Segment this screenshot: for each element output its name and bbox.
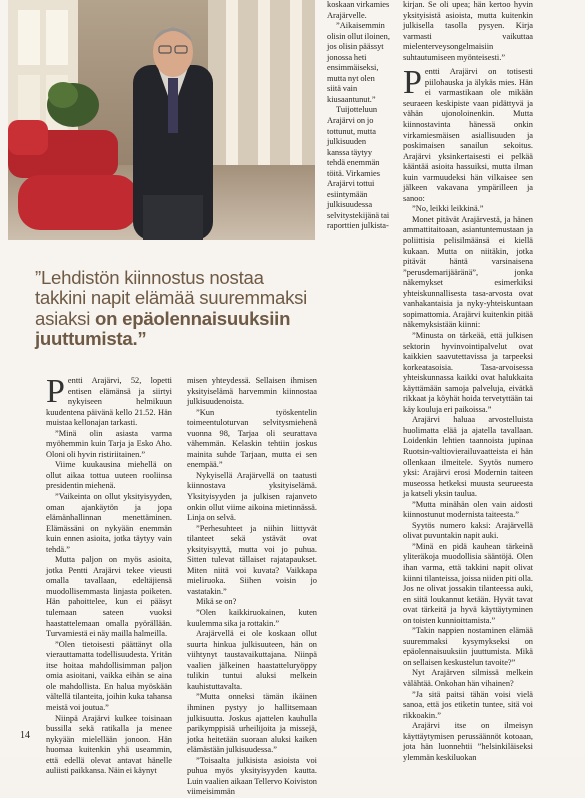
paragraph: Mikä se on? [196, 597, 237, 607]
paragraph: Arajärvi haluaa arvostelluista huolimatta elää ja ajatella tavallaan. Loidenkin lehtien taannoista jupinaa Ruotsin-valtiovierailuvaatteista ei hän ollenkaan ilmeitele. Syytös numero yksi: Arajärvi erosi Modernin taiteen museossa hetkeksi muusta seurueesta ja katseli yksin taulua. [403, 415, 533, 499]
paragraph: Monet pitävät Arajärvestä, ja hänen ammattitaitoaan, asiantuntemustaan ja poliittisia pelisilmäänsä ei kiellä kukaan. Mutta on niitäkin, jotka pitävät häntä varsinaisena ”perusdemarijääränä”, jonka näkemykset esimerkiksi yhteiskunnallisesta tasa-arvosta ovat vanhakantaisia ja nyky-yhteiskuntaan sopimattomia. Arajärvi kuitenkin pitää näkemyksistään kiinni: [403, 214, 533, 330]
page-number: 14 [20, 730, 30, 741]
column-mid [187, 376, 317, 798]
paragraph: Niinpä Arajärvi kulkee toisinaan bussilla sekä ratikalla ja menee nykyään mielellään jonoon. Hän huomaa kuitenkin yhä useammin, että edellä olevat antavat hänelle auliisti paikkansa. Näin ei käynyt [46, 713, 172, 776]
paragraph: misen yhteydessä. Sellaisen ihmisen yksityiselämä harvemmin kiinnostaa julkisuudenoista. [187, 376, 317, 407]
paragraph: Syytös numero kaksi: Arajärvellä olivat puvuntakin napit auki. [403, 520, 533, 541]
paragraph: koskaan virkamies Arajärvelle. [327, 0, 390, 20]
paragraph: Nyt Arajärven silmissä melkein välähtää. Onkohan hän vihainen? [403, 668, 533, 688]
paragraph: ”Vaikeinta on ollut yksityisyyden, oman ajankäytön ja jopa elämänhallinnan menettäminen. Elämässäni on nykyään enemmän kuin ennen asioita, jotka täytyy vain tehdä.” [46, 492, 172, 554]
paragraph: entti Arajärvi on totisesti piilohauska ja älykäs mies. Hän ei varmastikaan ole mikään seuraeen keskipiste vaan pidättyvä ja vähän ujonoloinenkin. Mutta kiinnostavinta hänessä onkin virkamiesmäisen asiallisuuden ja poskimaisen sanailun sekoitus. Arajärvi yksinkertaisesti ei pelkää kääntää asioita hassuiksi, mutta ilman kuin varmuudeksi hän vilkaisee sen jälkeen vakavana ympärilleen ja sanoo: [403, 67, 533, 203]
paragraph: Mutta paljon on myös asioita, jotka Pentti Arajärvi tekee vieusti omalla tavallaan, edeltäjiensä muodollisemmasta linjasta poiketen. Hän pahoittelee, kun ei pääsyt tulemaan sateen vuoksi haastattelemaan omalla pyörällään. Turvamiestä ei näy mailla halmeilla. [46, 555, 172, 639]
paragraph: Arajärvellä ei ole koskaan ollut suurta hinkua julkisuuteen, hän on viihtynyt taustavaikuttajana. Niinpä vaalien jälkeinen haastatteluryöppy tulikin tuntui aluksi melkein kauhistuttavalta. [187, 629, 317, 691]
paragraph: ”Minä olin asiasta varma myöhemmin kuin Tarja ja Esko Aho. Oloni oli hyvin ristiriitainen.” [46, 428, 172, 459]
paragraph: Nykyisellä Arajärvellä on taatusti kiinnostava yksityiselämä. Yksityisyyden ja julkisen rajanveto onkin ollut viime aikoina mietinnässä. Linja on selvä. [187, 470, 317, 523]
column-photo-right [327, 0, 390, 232]
portrait-photo [8, 0, 315, 240]
dropcap-letter: P [46, 373, 65, 410]
paragraph: ”Minusta on tärkeää, että julkisen sektorin hyvinvointipalvelut ovat kaikkien saavutettavissa ja tarpeeksi korkeatasoisia. Tasa-arvoisessa yhteiskunnassa kaikki ovat halukkaita käyttämään samoja palveluja, eivätkä rikkaat ja köyhät hoida tervetyttään tai käy kouluja eri paikoissa.” [403, 330, 533, 414]
paragraph: Arajärvi itse on ilmeisyn käyttäytymisen perussäännöt kotoaan, jota hän luonnehtii ”helsinkiläiseksi ylemmän keskiluokan [403, 721, 533, 762]
paragraph: Tuijotteluun Arajärvi on jo tottunut, mutta julkisuuden kanssa täytyy tehdä enemmän töitä. Virkamies Arajärvi tottui esiintymään julkisuudessa selvitystekijänä tai raporttien julkista- [327, 105, 390, 231]
paragraph-lead [403, 64, 533, 204]
paragraph: ”Aikaisemmin olisin ollut iloinen, jos olisin päässyt jonossa heti ensimmäiseksi, mutta nyt olen siitä vain kiusaantunut.” [327, 21, 390, 104]
paragraph: ”Ja sitä paitsi tähän voisi vielä sanoa, että jos etiketin tuntee, sitä voi rikkoakin.” [403, 689, 533, 720]
paragraph: Viime kuukausina miehellä on ollut aikaa tottua uuteen rooliinsa presidentin miehenä. [46, 460, 172, 491]
paragraph: ”Mutta minähän olen vain aidosti kiinnostunut modernista taiteesta.” [403, 499, 533, 520]
paragraph: kirjan. Se oli upea; hän kertoo hyvin yksityisistä asioista, mutta kuitenkin julkisella tasolla pysyen. Kirja varmasti vaikuttaa mielenterveysongelmaisiin suhtautumiseen myönteisesti.” [403, 0, 533, 62]
paragraph: ”Kun työskentelin toimeentuloturvan selvitysmiehenä vuonna 98, Tarjaa oli seurattava vähemmän. Kelaskin tehtiin joskus mainita suhde Tarjaan, mutta ei sen enempää.” [187, 407, 317, 470]
paragraph: ”No, leikki leikkinä.” [412, 204, 484, 214]
pull-quote-light: ”Lehdistön kiinnostus nostaa takkini napit elämää suuremmaksi asiaksi [35, 267, 308, 329]
paragraph: ”Minä en pidä kauhean tärkeinä yliteräkoja muodollisia sääntöjä. Olen ihan varma, että takkini napit olivat kiinni tilanteissa, joissa niiden piti olla. Jos ne olivat jossakin tilanteessa auki, en siitä loukannut ketään. Hyvät tavat ovat tärkeitä ja hyvä käyttäytyminen on toisten kunnioittamista.” [403, 541, 533, 625]
pull-quote-bold: on epäolennaisuuksiin juuttumista.” [35, 307, 291, 350]
paragraph: ”Toisaalta julkisista asioista voi puhua myös yksityisyyden kautta. Luin vaalien aikaan Tellervo Koiviston viimeisimmän [187, 755, 317, 797]
dropcap-letter: P [403, 64, 422, 102]
paragraph: ”Olen kaikkiruokainen, kuten kuulemma sika ja rottakin.” [187, 608, 317, 628]
paragraph: entti Arajärvi, 52, lopetti entisen elämänsä ja siirtyi nykyiseen helmikuun kuudentena päivänä kello 21.52. Hän muistaa kellonajan tarkasti. [46, 376, 172, 428]
portrait-illustration [8, 0, 315, 240]
paragraph: ”Perhesuhteet ja niihin liittyvät tilanteet sekä ystävät ovat yksityisyyttä, mutta voi jo puhua. Sitten tulevat tällaiset rajatapaukset. Miten niitä voi kuvata? Vaikkapa mieliruoka. Siihen voisin jo vastatakin.” [187, 523, 317, 596]
paragraph-lead [46, 373, 172, 429]
paragraph: ”Takin nappien nostaminen elämää suuremmaksi kysymykseksi on epäolennaisuuksiin juuttumista. Mikä on sellaisen keskustelun tavoite?” [403, 626, 533, 667]
pull-quote [35, 268, 309, 350]
paragraph: ”Olen tietoisesti päättänyt olla vierauttamatta todellisuudesta. Yritän itse hoitaa mahdollisimman paljon omia asioitani, vaikka eihän se aina ole mahdollista. En halua myöskään vältellä tilanteita, joihin kuka tahansa meistä voi joutua.” [46, 639, 172, 712]
paragraph: ”Mutta onneksi tämän ikäinen ihminen pystyy jo hallitsemaan julkisuutta. Joskus ajattelen kauhulla parikymppisiä urheilijoita ja missejä, jotka heitetään suoraan aluksi kaiken elämästään julkisuudessa.” [187, 692, 317, 755]
column-left [46, 373, 172, 777]
column-right [403, 0, 533, 763]
